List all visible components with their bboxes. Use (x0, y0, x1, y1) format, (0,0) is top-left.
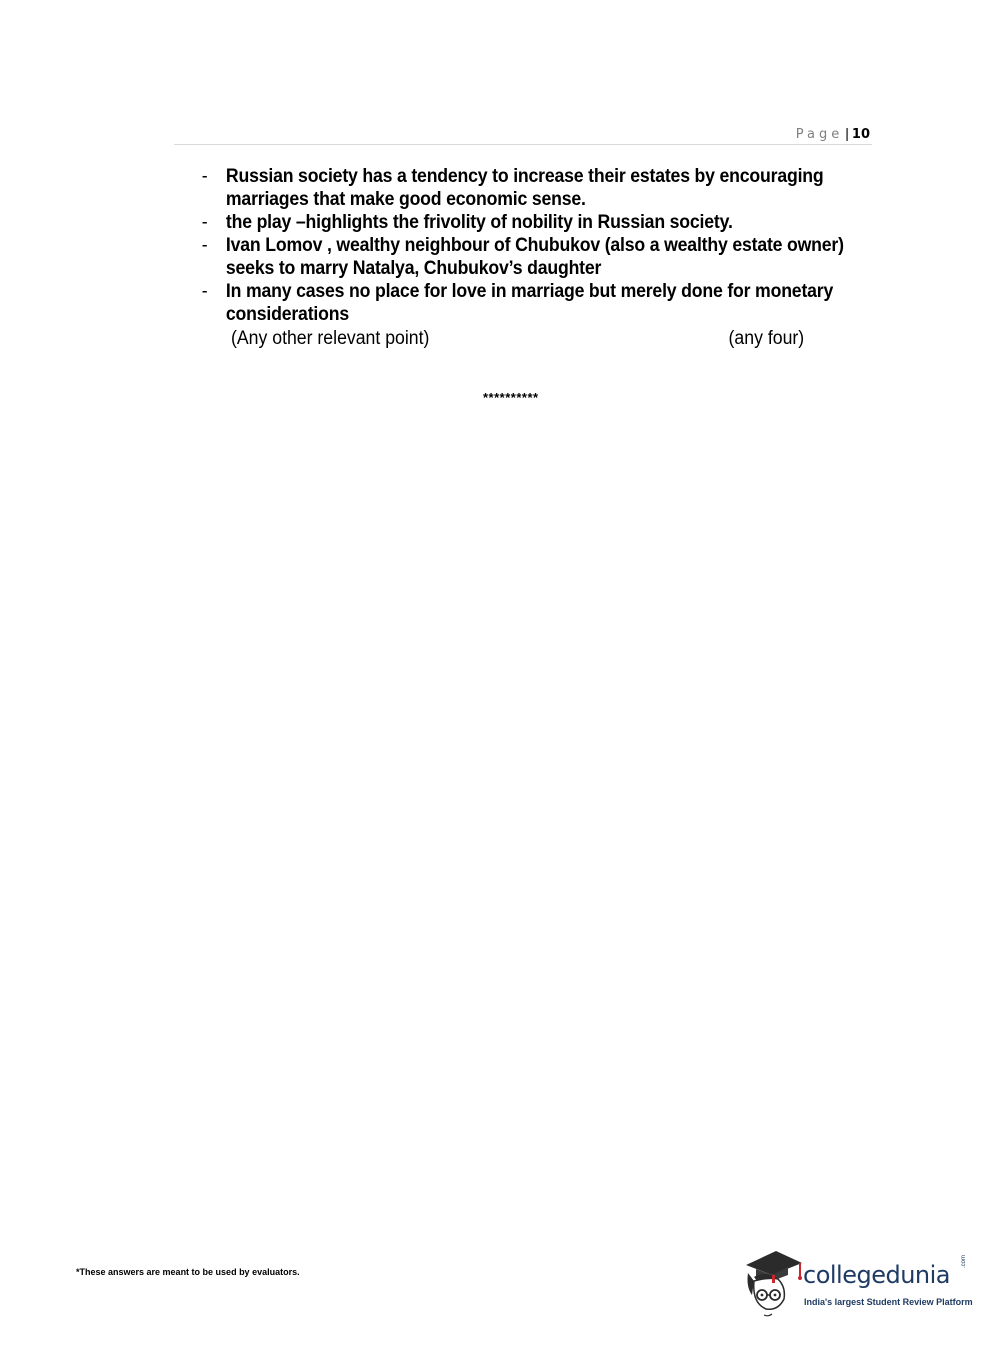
bullet-dash: - (201, 212, 208, 233)
answer-note-line (231, 327, 805, 350)
brand-name: collegedunia (803, 1261, 951, 1289)
answer-point-text: the play –highlights the frivolity of nobility in Russian society. (225, 212, 733, 233)
bullet-dash: - (201, 281, 208, 302)
brand-tagline: India's largest Student Review Platform (804, 1297, 973, 1307)
note-any-four: (any four) (728, 328, 805, 349)
end-marker: ********** (483, 390, 539, 405)
bullet-dash: - (201, 166, 208, 187)
answer-points-list (198, 165, 878, 326)
answer-point-text: Russian society has a tendency to increase their estates by encouraging marriages that make good economic sense. (225, 166, 824, 210)
page-header (174, 122, 872, 145)
bullet-dash: - (201, 235, 208, 256)
collegedunia-logo (742, 1247, 972, 1319)
answer-point-text: Ivan Lomov , wealthy neighbour of Chubukov (also a wealthy estate owner) seeks to marry Natalya, Chubukov’s daughter (225, 235, 844, 279)
brand-tld: .com (961, 1254, 967, 1268)
answer-point (198, 211, 868, 234)
page-word: Page (795, 127, 844, 142)
page-number-label (796, 124, 870, 144)
mascot-icon (742, 1247, 804, 1319)
evaluator-footnote: *These answers are meant to be used by evaluators. (76, 1267, 300, 1277)
note-other-point: (Any other relevant point) (231, 328, 430, 349)
page-number: 10 (851, 127, 870, 142)
answer-point (198, 234, 868, 280)
answer-point-text: In many cases no place for love in marriage but merely done for monetary considerations (225, 281, 834, 325)
answer-point (198, 280, 868, 326)
page-separator: | (845, 125, 849, 141)
answer-point (198, 165, 868, 211)
